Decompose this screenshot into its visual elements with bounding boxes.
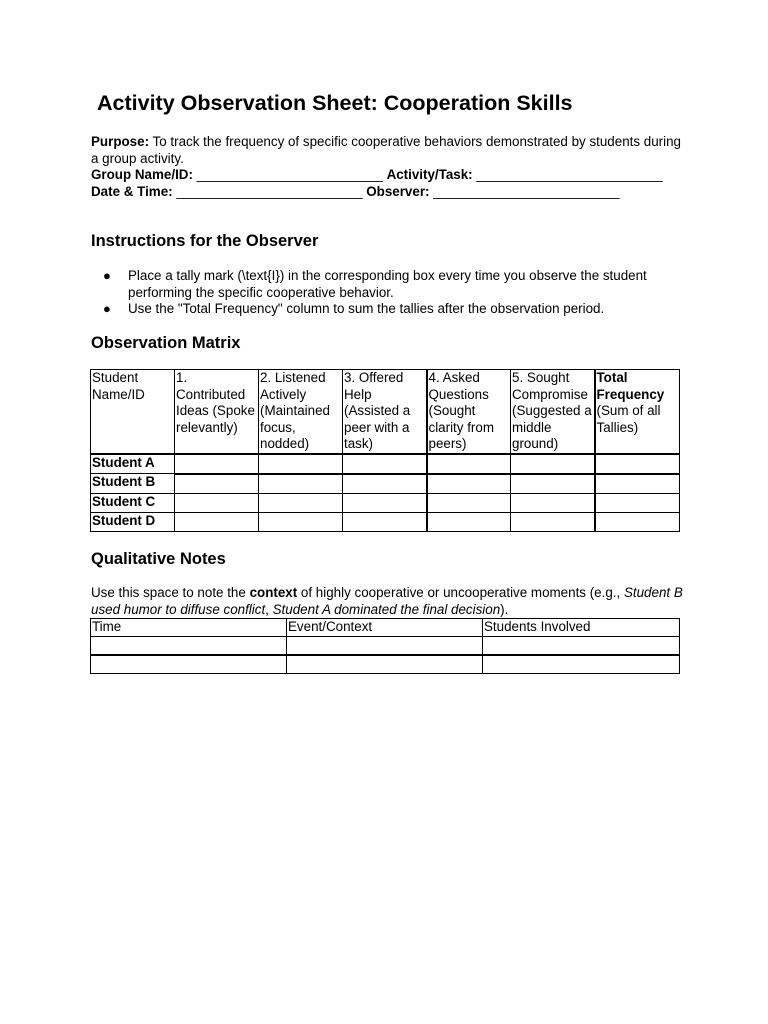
tally-cell[interactable] [343,493,427,512]
date-label: Date & Time: [91,183,173,199]
tally-cell[interactable] [343,474,427,494]
column-header: 5. Sought Compromise (Suggested a middle ground) [511,370,595,454]
tally-cell[interactable] [511,454,595,474]
column-header-total [595,370,680,454]
notes-cell[interactable] [483,655,680,674]
instructions-heading: Instructions for the Observer [91,232,319,250]
column-header: 4. Asked Questions (Sought clarity from peers) [427,370,511,454]
column-header: Event/Context [287,619,483,637]
student-name: Student B [91,474,175,494]
table-row [91,493,680,512]
tally-cell[interactable] [511,512,595,531]
student-name: Student D [91,512,175,531]
list-item [91,301,691,318]
notes-cell[interactable] [483,637,680,656]
qualitative-notes-table [90,618,680,674]
total-cell[interactable] [595,512,680,531]
instructions-list [91,268,691,318]
student-name: Student C [91,493,175,512]
column-header: Time [91,619,287,637]
instruction-text: Use the "Total Frequency" column to sum the tallies after the observation period. [128,301,605,316]
observer-label: Observer: [366,183,430,199]
tally-cell[interactable] [511,474,595,494]
tally-cell[interactable] [175,454,259,474]
tally-cell[interactable] [259,512,343,531]
tally-cell[interactable] [259,493,343,512]
table-row [91,454,680,474]
total-cell[interactable] [595,474,680,494]
notes-intro-pre: Use this space to note the [91,585,250,600]
date-blank: _________________________ [172,183,367,199]
tally-cell[interactable] [259,454,343,474]
table-row [91,655,680,674]
tally-cell[interactable] [427,474,511,494]
matrix-heading: Observation Matrix [91,334,241,352]
tally-cell[interactable] [427,493,511,512]
notes-intro [91,585,691,618]
total-cell[interactable] [595,493,680,512]
list-item [91,268,691,301]
column-header: Student Name/ID [91,370,175,454]
tally-cell[interactable] [259,474,343,494]
notes-cell[interactable] [287,655,483,674]
total-header-rest: (Sum of all Tallies) [596,403,661,435]
activity-label: Activity/Task: [386,167,473,182]
notes-cell[interactable] [287,637,483,656]
table-row [91,474,680,494]
tally-cell[interactable] [175,512,259,531]
notes-cell[interactable] [91,637,287,656]
purpose-text: To track the frequency of specific cooperative behaviors demonstrated by students during a group activity. [91,134,682,166]
notes-heading: Qualitative Notes [91,550,226,568]
tally-cell[interactable] [427,512,511,531]
observation-matrix [90,369,680,532]
tally-cell[interactable] [427,454,511,474]
notes-intro-mid: of highly cooperative or uncooperative moments (e.g., [297,585,624,600]
tally-cell[interactable] [175,474,259,494]
bullet-icon: ● [103,268,111,283]
tally-cell[interactable] [511,493,595,512]
group-blank: _________________________ [192,167,387,182]
notes-example-1: Student B used humor to diffuse conflict [91,585,683,617]
table-header-row [91,619,680,637]
column-header: 1. Contributed Ideas (Spoke relevantly) [175,370,259,454]
tally-cell[interactable] [343,454,427,474]
notes-cell[interactable] [91,655,287,674]
notes-intro-sep: , [265,601,273,617]
student-name: Student A [91,454,175,474]
table-row [91,637,680,656]
purpose-label: Purpose: [91,134,150,149]
intro-block [91,134,691,200]
notes-intro-end: ). [500,601,509,617]
table-header-row [91,370,680,454]
total-cell[interactable] [595,454,680,474]
column-header: Students Involved [483,619,680,637]
bullet-icon: ● [103,301,111,316]
notes-example-2: Student A dominated the final decision [272,601,501,617]
total-header-bold: Total Frequency [596,370,665,402]
activity-blank: _________________________ [472,167,663,182]
table-row [91,512,680,531]
instruction-text: Place a tally mark (\text{I}) in the corresponding box every time you observe the student performing the specific cooperative behavior. [128,268,647,300]
notes-intro-bold: context [249,585,298,600]
column-header: 2. Listened Actively (Maintained focus, nodded) [259,370,343,454]
observer-blank: _________________________ [429,183,620,199]
tally-cell[interactable] [175,493,259,512]
tally-cell[interactable] [343,512,427,531]
group-label: Group Name/ID: [91,167,193,182]
page-title: Activity Observation Sheet: Cooperation Skills [97,91,573,115]
column-header: 3. Offered Help (Assisted a peer with a task) [343,370,427,454]
